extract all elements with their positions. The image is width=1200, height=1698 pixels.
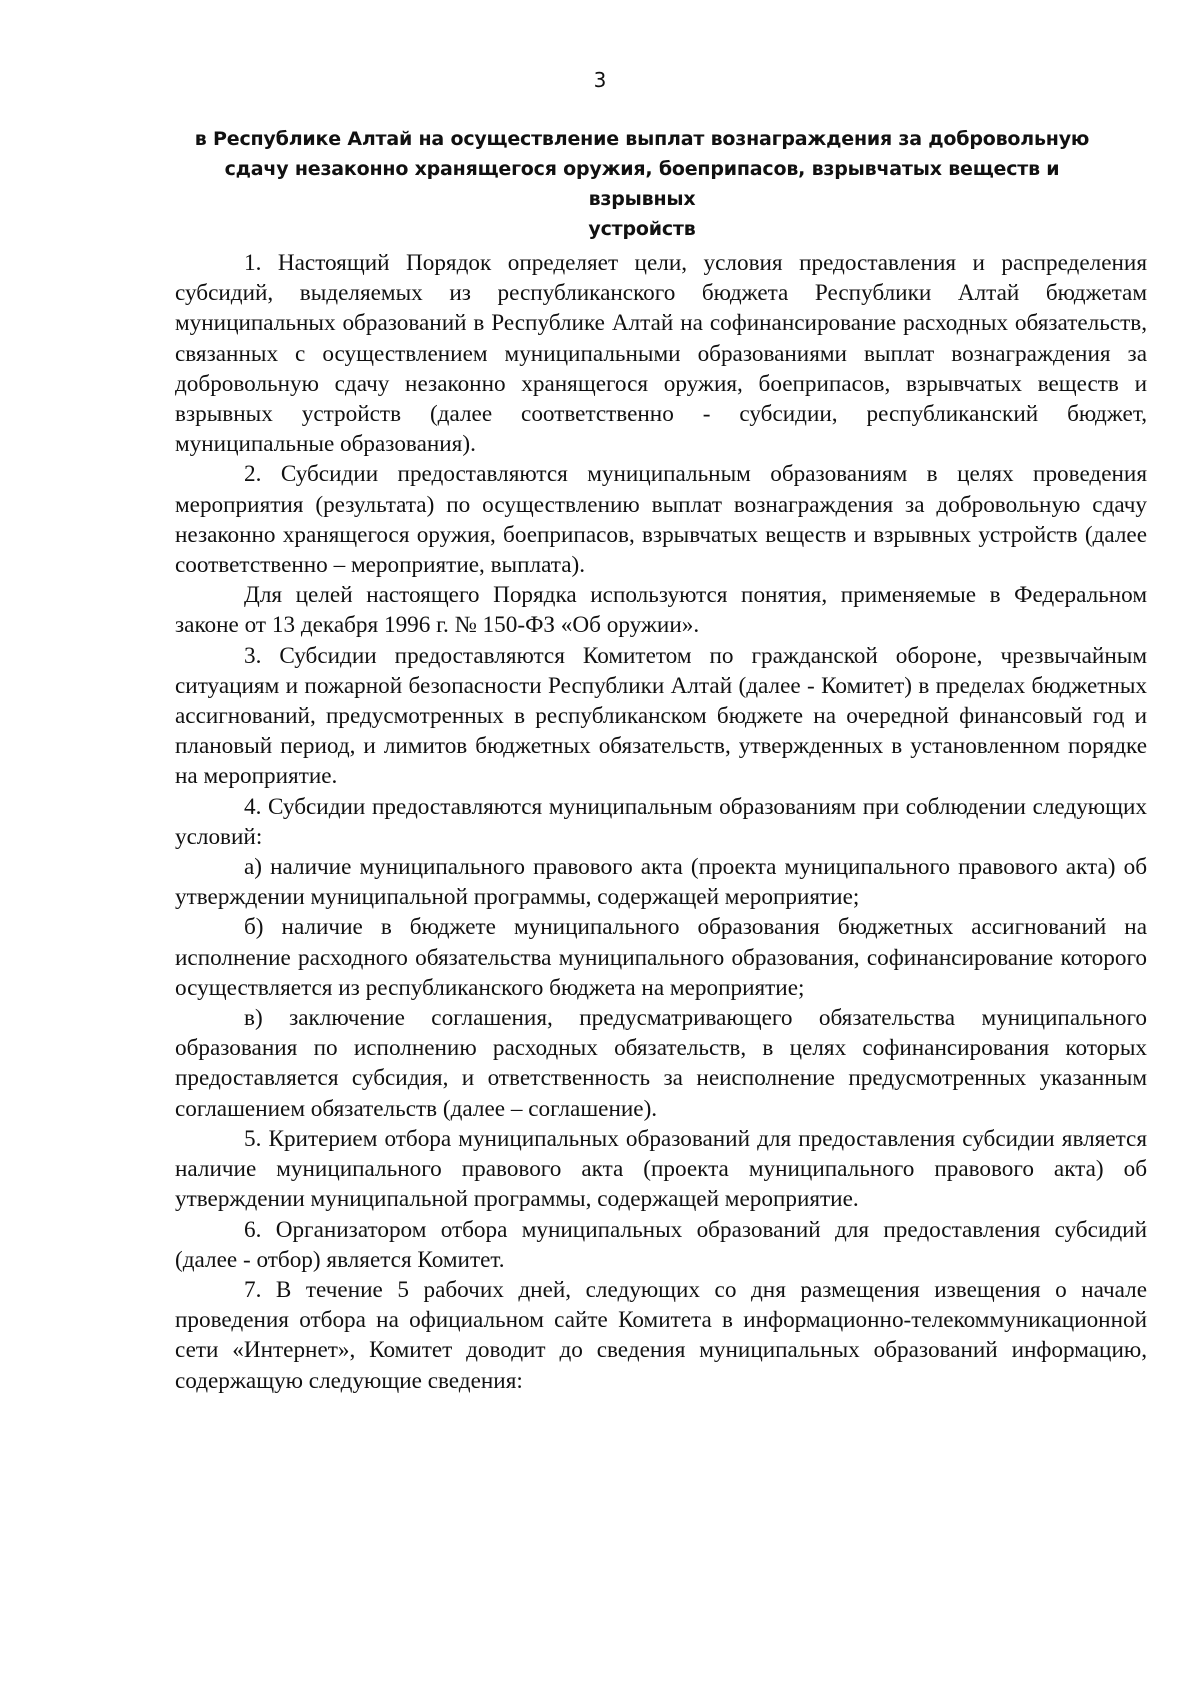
title-line: сдачу незаконно хранящегося оружия, боеприпасов, взрывчатых веществ и взрывных [224,158,1060,210]
paragraph-7: 7. В течение 5 рабочих дней, следующих со дня размещения извещения о начале проведения отбора на официальном сайте Комитета в информационно-телекоммуникационной сети «Интернет», Комитет доводит до сведения муниципальных образований информацию, содержащую следующие сведения: [175,1276,1147,1394]
paragraph-3: 3. Субсидии предоставляются Комитетом по гражданской обороне, чрезвычайным ситуациям и пожарной безопасности Республики Алтай (далее - Комитет) в пределах бюджетных ассигнований, предусмотренных в республиканском бюджете на очередной финансовый год и плановый период, и лимитов бюджетных обязательств, утвержденных в установленном порядке на мероприятие. [175,642,1147,790]
paragraph-2: 2. Субсидии предоставляются муниципальным образованиям в целях проведения мероприятия (результата) по осуществлению выплат вознаграждения за добровольную сдачу незаконно хранящегося оружия, боеприпасов, взрывчатых веществ и взрывных устройств (далее соответственно – мероприятие, выплата). [175,461,1147,579]
paragraph-4a: а) наличие муниципального правового акта (проекта муниципального правового акта) об утверждении муниципальной программы, содержащей мероприятие; [175,854,1147,911]
paragraph-1: 1. Настоящий Порядок определяет цели, условия предоставления и распределения субсидий, выделяемых из республиканского бюджета Республики Алтай бюджетам муниципальных образований в Республике Алтай на софинансирование расходных обязательств, связанных с осуществлением муниципальными образованиями выплат вознаграждения за добровольную сдачу незаконно хранящегося оружия, боеприпасов, взрывчатых веществ и взрывных устройств (далее соответственно - субсидии, республиканский бюджет, муниципальные образования). [175,250,1147,458]
paragraph-definitions: Для целей настоящего Порядка используются понятия, применяемые в Федеральном законе от 13 декабря 1996 г. № 150-ФЗ «Об оружии». [175,582,1147,639]
page-number: 3 [593,68,607,92]
title-line: устройств [588,218,696,240]
document-title [176,124,1108,244]
title-line: в Республике Алтай на осуществление выплат вознаграждения за добровольную [194,128,1090,150]
paragraph-4b: б) наличие в бюджете муниципального образования бюджетных ассигнований на исполнение расходного обязательства муниципального образования, софинансирование которого осуществляется из республиканского бюджета на мероприятие; [175,914,1147,1001]
paragraph-4: 4. Субсидии предоставляются муниципальным образованиям при соблюдении следующих условий: [175,793,1147,850]
paragraph-6: 6. Организатором отбора муниципальных образований для предоставления субсидий (далее - отбор) является Комитет. [175,1216,1147,1273]
paragraph-4v: в) заключение соглашения, предусматривающего обязательства муниципального образования по исполнению расходных обязательств, в целях софинансирования которых предоставляется субсидия, и ответственность за неисполнение предусмотренных указанным соглашением обязательств (далее – соглашение). [175,1005,1147,1122]
paragraph-5: 5. Критерием отбора муниципальных образований для предоставления субсидии является наличие муниципального правового акта (проекта муниципального правового акта) об утверждении муниципальной программы, содержащей мероприятие. [175,1125,1147,1213]
document-body [175,248,1147,1396]
